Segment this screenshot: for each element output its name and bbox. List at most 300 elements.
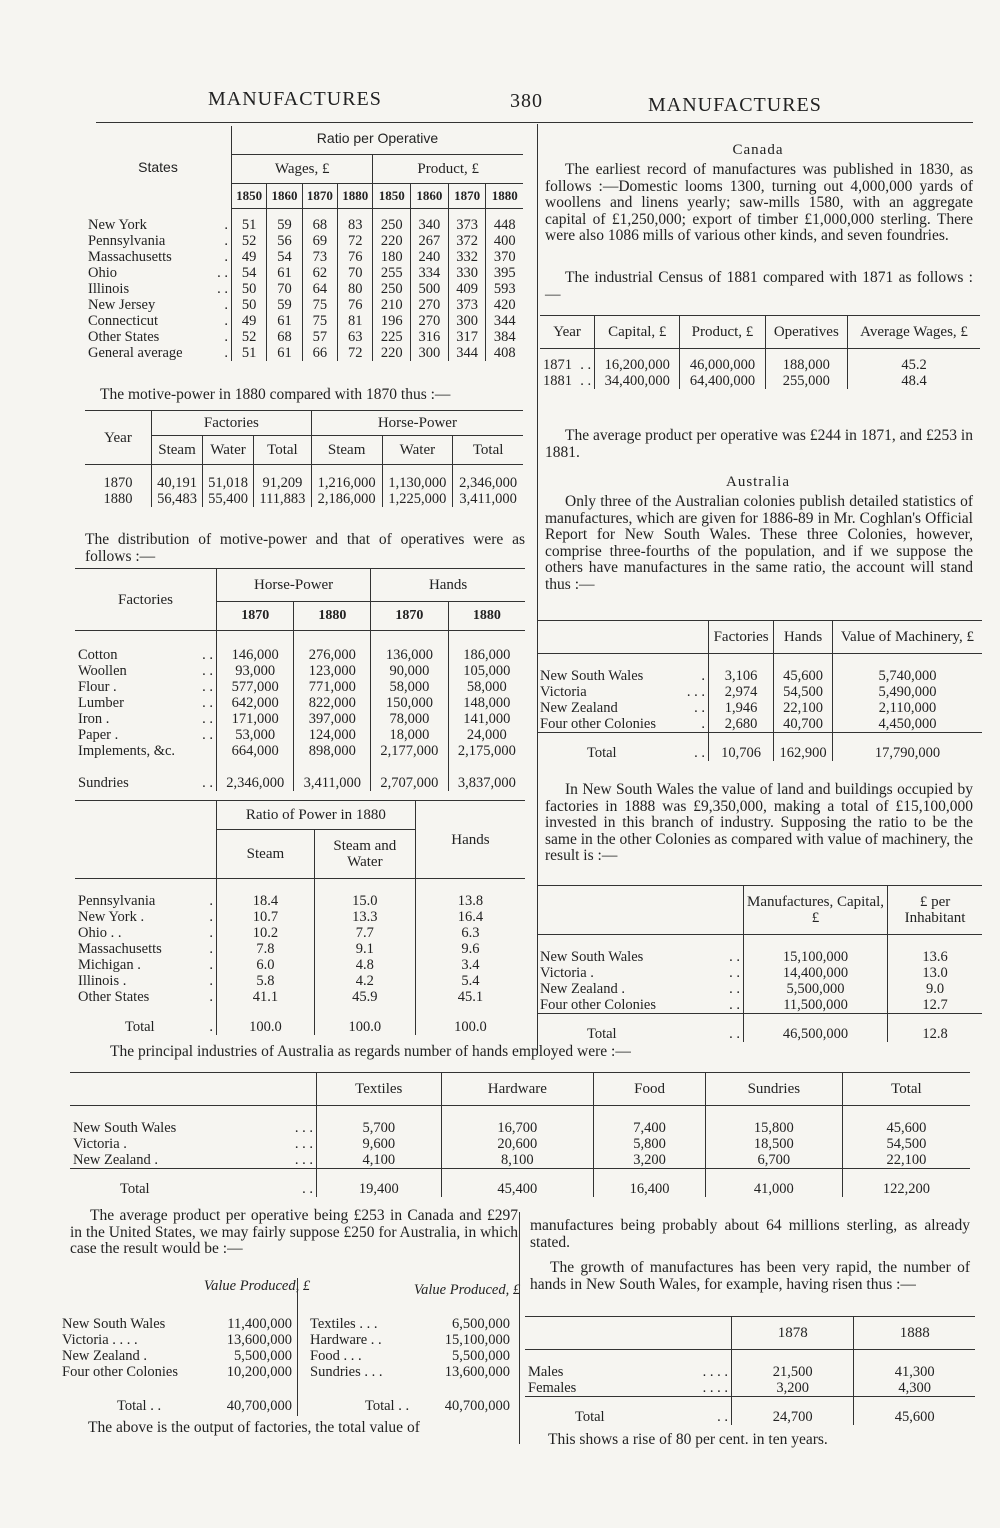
hands-label: Hands bbox=[415, 801, 525, 879]
cell: 7.8 bbox=[217, 941, 315, 957]
leader-dots: . . bbox=[202, 663, 213, 679]
value: 5,500,000 bbox=[234, 1348, 292, 1364]
table-row bbox=[525, 1350, 975, 1381]
table-row bbox=[85, 313, 523, 329]
canada-table bbox=[540, 315, 980, 389]
cell: 6,700 bbox=[705, 1152, 842, 1169]
cell: 13.3 bbox=[314, 909, 415, 925]
leader-dots: . . bbox=[580, 357, 592, 373]
cell: 2,186,000 bbox=[311, 491, 382, 507]
cell: 40,191 bbox=[152, 465, 203, 492]
table-row bbox=[537, 684, 982, 700]
leader-dots: . bbox=[224, 233, 228, 249]
state-name: Michigan . bbox=[78, 957, 141, 973]
cell: 15,100,000 bbox=[744, 935, 888, 966]
table-row bbox=[537, 981, 982, 997]
leader-dots: . bbox=[209, 925, 213, 941]
leader-dots: . . bbox=[694, 700, 705, 716]
cell: 55,400 bbox=[203, 491, 254, 507]
table-row bbox=[70, 1152, 970, 1169]
value: 13,600,000 bbox=[444, 1364, 510, 1380]
cell: 270 bbox=[411, 313, 449, 329]
table-row bbox=[75, 957, 525, 973]
leader-dots: . bbox=[209, 909, 213, 925]
column-header: Total bbox=[254, 436, 312, 465]
cell: 68 bbox=[267, 329, 302, 345]
cell: 40,700 bbox=[774, 716, 833, 733]
cell: 300 bbox=[448, 313, 486, 329]
cell: 384 bbox=[486, 329, 523, 345]
total-row bbox=[537, 733, 982, 762]
table-row bbox=[75, 743, 525, 759]
row-label: Four other Colonies bbox=[540, 716, 656, 732]
factory-name: Paper . bbox=[78, 727, 119, 743]
state-name: Total bbox=[125, 1019, 155, 1035]
cell: 2,346,000 bbox=[453, 465, 523, 492]
year-header: 1880 bbox=[486, 184, 523, 209]
leader-dots: . . bbox=[729, 981, 740, 997]
column-header: Sundries bbox=[705, 1073, 842, 1106]
row-label: Four other Colonies bbox=[62, 1364, 178, 1380]
row-label: Total bbox=[575, 1409, 605, 1425]
canada-para-1: The earliest record of manufactures was published in 1830, as follows :—Domestic looms 1300, turning out 4,000,000 yards of woollens and linens yearly; saw-mills 1580, with an aggregate capital of £1,250,000; export of timber £1,000,000 sterling. There were also 1086 mills of various other kinds, and seven foundries. bbox=[545, 161, 973, 244]
total-row bbox=[537, 1014, 982, 1043]
cell: 50 bbox=[232, 281, 267, 297]
row-label: New Zealand . bbox=[73, 1152, 158, 1168]
cell: 100.0 bbox=[217, 1005, 315, 1035]
column-header: Total bbox=[453, 436, 523, 465]
cell: 18,000 bbox=[371, 727, 448, 743]
leader-dots: . . bbox=[202, 775, 213, 791]
leader-dots: . bbox=[224, 249, 228, 265]
row-label: Sundries . . . bbox=[310, 1364, 383, 1380]
cell: 150,000 bbox=[371, 695, 448, 711]
cell: 10,706 bbox=[709, 733, 774, 762]
leader-dots: . . bbox=[202, 647, 213, 663]
value-row bbox=[62, 1316, 292, 1332]
cell: 1,225,000 bbox=[382, 491, 453, 507]
row-label: Females bbox=[528, 1380, 577, 1396]
column-header: Year bbox=[553, 324, 581, 340]
cell: 81 bbox=[338, 313, 373, 329]
leader-dots: . . . . bbox=[702, 1364, 728, 1380]
cell: 408 bbox=[486, 345, 523, 361]
cell: 5,740,000 bbox=[832, 654, 982, 685]
factories-label: Factories bbox=[152, 411, 312, 436]
cell: 49 bbox=[232, 313, 267, 329]
leader-dots: . . bbox=[202, 679, 213, 695]
cell: 64 bbox=[302, 281, 337, 297]
leader-dots: . . bbox=[202, 711, 213, 727]
cell: 54 bbox=[267, 249, 302, 265]
nsw-hands-table bbox=[525, 1316, 975, 1425]
cell: 500 bbox=[411, 281, 449, 297]
cell: 1,216,000 bbox=[311, 465, 382, 492]
cell: 54,500 bbox=[774, 684, 833, 700]
row-label: Total bbox=[120, 1181, 150, 1197]
cell: 9.6 bbox=[415, 941, 525, 957]
cell: 316 bbox=[411, 329, 449, 345]
cell: 56 bbox=[267, 233, 302, 249]
cell: 162,900 bbox=[774, 733, 833, 762]
states-table bbox=[85, 126, 523, 361]
cell: 6.3 bbox=[415, 925, 525, 941]
cell: 17,790,000 bbox=[832, 733, 982, 762]
cell: 593 bbox=[486, 281, 523, 297]
leader-dots: . . . bbox=[294, 1152, 313, 1168]
cell: 370 bbox=[486, 249, 523, 265]
cell: 15.0 bbox=[314, 879, 415, 910]
cell: 395 bbox=[486, 265, 523, 281]
table-row bbox=[85, 329, 523, 345]
value-row bbox=[310, 1348, 510, 1364]
leader-dots: . bbox=[209, 941, 213, 957]
leader-dots: . bbox=[209, 973, 213, 989]
state-name: Pennsylvania bbox=[78, 893, 156, 909]
year-cell: 1870 bbox=[103, 475, 133, 491]
cell: 4.2 bbox=[314, 973, 415, 989]
cell: 330 bbox=[448, 265, 486, 281]
states-label: States bbox=[138, 159, 178, 176]
leader-dots: . . bbox=[729, 949, 740, 965]
year-cell: 1871 bbox=[543, 357, 572, 373]
value: 6,500,000 bbox=[452, 1316, 510, 1332]
row-label: Victoria . . . . bbox=[62, 1332, 138, 1348]
cell: 51 bbox=[232, 209, 267, 234]
cell: 61 bbox=[267, 313, 302, 329]
cell: 317 bbox=[448, 329, 486, 345]
row-label: Total bbox=[587, 1026, 617, 1042]
row-label: Victoria bbox=[540, 684, 587, 700]
bottom-left-closing: The above is the output of factories, the total value of bbox=[88, 1419, 420, 1436]
value: 5,500,000 bbox=[452, 1348, 510, 1364]
australia-heading: Australia bbox=[726, 474, 790, 490]
leader-dots: . bbox=[701, 716, 705, 732]
row-label: Textiles . . . bbox=[310, 1316, 378, 1332]
leader-dots: . bbox=[209, 957, 213, 973]
cell: 124,000 bbox=[294, 727, 371, 743]
factory-name: Iron . bbox=[78, 711, 110, 727]
year-cell: 1880 bbox=[103, 491, 133, 507]
steam-water-label: Steam and Water bbox=[314, 830, 415, 879]
canada-heading: Canada bbox=[732, 142, 784, 158]
cell: 16,200,000 bbox=[595, 349, 680, 374]
cell: 59 bbox=[267, 209, 302, 234]
cell: 12.8 bbox=[888, 1014, 982, 1043]
row-label: Four other Colonies bbox=[540, 997, 656, 1013]
cell: 5,700 bbox=[317, 1106, 442, 1137]
cell: 46,000,000 bbox=[680, 349, 765, 374]
column-header: Steam bbox=[152, 436, 203, 465]
cell: 448 bbox=[486, 209, 523, 234]
cell: 16,700 bbox=[441, 1106, 594, 1137]
cell: 51 bbox=[232, 345, 267, 361]
value: 11,400,000 bbox=[227, 1316, 292, 1332]
row-label: New South Wales bbox=[62, 1316, 166, 1332]
year-header: 1870 bbox=[448, 184, 486, 209]
table-row bbox=[537, 997, 982, 1014]
cell: 48.4 bbox=[848, 373, 980, 389]
cell: 2,974 bbox=[709, 684, 774, 700]
cell: 2,175,000 bbox=[448, 743, 525, 759]
cell: 12.7 bbox=[888, 997, 982, 1014]
cell: 141,000 bbox=[448, 711, 525, 727]
state-name: Pennsylvania bbox=[88, 233, 166, 249]
table-row bbox=[75, 759, 525, 791]
cell: 210 bbox=[373, 297, 411, 313]
leader-dots: . bbox=[224, 313, 228, 329]
table-row bbox=[537, 965, 982, 981]
row-label: New South Wales bbox=[540, 949, 644, 965]
total-row bbox=[310, 1398, 510, 1414]
cell: 344 bbox=[486, 313, 523, 329]
distribution-table bbox=[75, 568, 525, 791]
year-header: 1850 bbox=[373, 184, 411, 209]
cell: 188,000 bbox=[765, 349, 848, 374]
value-produced-block bbox=[62, 1278, 521, 1418]
factory-name: Implements, &c. bbox=[78, 743, 176, 759]
cell: 642,000 bbox=[217, 695, 294, 711]
row-label: Hardware . . bbox=[310, 1332, 382, 1348]
value: 40,700,000 bbox=[226, 1398, 292, 1414]
cell: 577,000 bbox=[217, 679, 294, 695]
cell: 58,000 bbox=[448, 679, 525, 695]
cell: 5,490,000 bbox=[832, 684, 982, 700]
column-header: 1878 bbox=[732, 1317, 854, 1350]
leader-dots: . . bbox=[729, 1026, 740, 1042]
cell: 100.0 bbox=[415, 1005, 525, 1035]
cell: 180 bbox=[373, 249, 411, 265]
table-row bbox=[75, 679, 525, 695]
cell: 8,100 bbox=[441, 1152, 594, 1169]
cell: 59 bbox=[267, 297, 302, 313]
cell: 11,500,000 bbox=[744, 997, 888, 1014]
year-header: 1870 bbox=[371, 602, 448, 631]
state-name: Massachusetts bbox=[78, 941, 162, 957]
leader-dots: . . bbox=[202, 695, 213, 711]
cell: 76 bbox=[338, 297, 373, 313]
cell: 240 bbox=[411, 249, 449, 265]
cell: 83 bbox=[338, 209, 373, 234]
leader-dots: . . . bbox=[686, 684, 705, 700]
column-header: Average Wages, £ bbox=[848, 316, 980, 349]
cell: 24,000 bbox=[448, 727, 525, 743]
table-row bbox=[75, 941, 525, 957]
cell: 41.1 bbox=[217, 989, 315, 1005]
horse-power-label: Horse-Power bbox=[311, 411, 523, 436]
cell: 93,000 bbox=[217, 663, 294, 679]
cell: 898,000 bbox=[294, 743, 371, 759]
cell: 80 bbox=[338, 281, 373, 297]
leader-dots: . bbox=[224, 297, 228, 313]
cell: 16.4 bbox=[415, 909, 525, 925]
cell: 41,000 bbox=[705, 1169, 842, 1198]
cell: 255 bbox=[373, 265, 411, 281]
cell: 24,700 bbox=[732, 1397, 854, 1426]
leader-dots: . . bbox=[580, 373, 592, 389]
year-header: 1880 bbox=[448, 602, 525, 631]
cell: 4,100 bbox=[317, 1152, 442, 1169]
cell: 51,018 bbox=[203, 465, 254, 492]
state-name: Illinois . bbox=[78, 973, 127, 989]
cell: 771,000 bbox=[294, 679, 371, 695]
cell: 7,400 bbox=[594, 1106, 706, 1137]
cell: 69 bbox=[302, 233, 337, 249]
value: 15,100,000 bbox=[444, 1332, 510, 1348]
cell: 340 bbox=[411, 209, 449, 234]
cell: 2,346,000 bbox=[217, 759, 294, 791]
table-row bbox=[75, 663, 525, 679]
value-produced-label-right: Value Produced, £ bbox=[413, 1282, 521, 1298]
cell: 4,300 bbox=[854, 1380, 975, 1397]
australia-table bbox=[537, 620, 982, 761]
leader-dots: . bbox=[224, 216, 228, 233]
year-header: 1850 bbox=[232, 184, 267, 209]
total-row bbox=[62, 1398, 292, 1414]
cell: 10.2 bbox=[217, 925, 315, 941]
cell: 372 bbox=[448, 233, 486, 249]
value: 13,600,000 bbox=[226, 1332, 292, 1348]
cell: 2,707,000 bbox=[371, 759, 448, 791]
cell: 45.9 bbox=[314, 989, 415, 1005]
year-cell: 1881 bbox=[543, 373, 572, 389]
cell: 136,000 bbox=[371, 631, 448, 664]
column-header: Capital, £ bbox=[595, 316, 680, 349]
cell: 122,200 bbox=[842, 1169, 970, 1198]
cell: 420 bbox=[486, 297, 523, 313]
table-row bbox=[85, 465, 523, 492]
cell: 62 bbox=[302, 265, 337, 281]
cell: 373 bbox=[448, 297, 486, 313]
leader-dots: . . bbox=[729, 997, 740, 1013]
bottom-column-divider bbox=[519, 1212, 520, 1444]
table-row bbox=[75, 631, 525, 664]
value-row bbox=[62, 1332, 292, 1348]
hands-label: Hands bbox=[371, 569, 525, 602]
horse-power-label: Horse-Power bbox=[217, 569, 371, 602]
row-label: Total . . bbox=[117, 1398, 162, 1414]
ratio-power-title: Ratio of Power in 1880 bbox=[217, 801, 416, 830]
cell: 45,400 bbox=[441, 1169, 594, 1198]
factory-name: Woollen bbox=[78, 663, 127, 679]
state-name: General average bbox=[88, 345, 183, 361]
column-header: Textiles bbox=[317, 1073, 442, 1106]
ratio-power-table bbox=[75, 800, 525, 1035]
table-row bbox=[537, 935, 982, 966]
cell: 186,000 bbox=[448, 631, 525, 664]
cell: 664,000 bbox=[217, 743, 294, 759]
leader-dots: . bbox=[224, 345, 228, 361]
year-label: Year bbox=[104, 429, 132, 446]
wages-label: Wages, £ bbox=[232, 155, 373, 184]
state-name: Illinois bbox=[88, 281, 130, 297]
cell: 267 bbox=[411, 233, 449, 249]
factory-name: Lumber bbox=[78, 695, 124, 711]
cell: 13.8 bbox=[415, 879, 525, 910]
table-row bbox=[85, 491, 523, 507]
cell: 61 bbox=[267, 265, 302, 281]
bottom-right-para-2: The growth of manufactures has been very rapid, the number of hands in New South Wales, for example, having risen thus :— bbox=[530, 1259, 970, 1293]
value-row bbox=[62, 1364, 292, 1380]
cell: 822,000 bbox=[294, 695, 371, 711]
cell: 49 bbox=[232, 249, 267, 265]
australia-para-2: In New South Wales the value of land and buildings occupied by factories in 1888 was £9,350,000, making a total of £15,100,000 invested in this branch of industry. Supposing the ratio to be the same in the other Colonies as compared with value of machinery, the result is :— bbox=[545, 781, 973, 864]
running-head-left: MANUFACTURES bbox=[208, 88, 382, 110]
state-name: Other States bbox=[78, 989, 150, 1005]
cell: 2,110,000 bbox=[832, 700, 982, 716]
cell: 3,200 bbox=[732, 1380, 854, 1397]
cell: 58,000 bbox=[371, 679, 448, 695]
table-row bbox=[75, 909, 525, 925]
cell: 6.0 bbox=[217, 957, 315, 973]
cell: 148,000 bbox=[448, 695, 525, 711]
cell: 22,100 bbox=[842, 1152, 970, 1169]
cell: 13.6 bbox=[888, 935, 982, 966]
leader-dots: . . bbox=[217, 281, 228, 297]
state-name: Massachusetts bbox=[88, 249, 172, 265]
ratio-per-operative-label: Ratio per Operative bbox=[232, 126, 524, 155]
column-header: Manufactures, Capital, £ bbox=[744, 886, 888, 935]
table-row bbox=[540, 373, 980, 389]
cell: 171,000 bbox=[217, 711, 294, 727]
cell: 56,483 bbox=[152, 491, 203, 507]
row-label: New South Wales bbox=[73, 1120, 177, 1136]
cell: 4,450,000 bbox=[832, 716, 982, 733]
factory-name: Flour . bbox=[78, 679, 117, 695]
year-header: 1860 bbox=[411, 184, 449, 209]
cell: 13.0 bbox=[888, 965, 982, 981]
cell: 16,400 bbox=[594, 1169, 706, 1198]
australia-para-1: Only three of the Australian colonies publish detailed statistics of manufactures, which are given for 1886-89 in Mr. Coghlan's Official Report for New South Wales. These three Colonies, however, comprise three-fourths of the population, and if we suppose the others have manufactures in the same ratio, the account will stand thus :— bbox=[545, 493, 973, 593]
leader-dots: . bbox=[209, 893, 213, 909]
leader-dots: . . bbox=[217, 265, 228, 281]
cell: 300 bbox=[411, 345, 449, 361]
cell: 45,600 bbox=[774, 654, 833, 685]
table-row bbox=[75, 925, 525, 941]
row-label: New Zealand bbox=[540, 700, 618, 716]
cell: 72 bbox=[338, 233, 373, 249]
state-name: Ohio . . bbox=[78, 925, 122, 941]
state-name: Other States bbox=[88, 329, 160, 345]
cell: 50 bbox=[232, 297, 267, 313]
value-row bbox=[62, 1348, 292, 1364]
canada-para-2: The industrial Census of 1881 compared with 1871 as follows :— bbox=[545, 269, 973, 303]
cell: 5.8 bbox=[217, 973, 315, 989]
cell: 34,400,000 bbox=[595, 373, 680, 389]
year-header: 1880 bbox=[338, 184, 373, 209]
cell: 2,680 bbox=[709, 716, 774, 733]
cell: 7.7 bbox=[314, 925, 415, 941]
cell: 52 bbox=[232, 329, 267, 345]
total-row bbox=[70, 1169, 970, 1198]
cell: 54,500 bbox=[842, 1136, 970, 1152]
row-label: New Zealand . bbox=[540, 981, 625, 997]
australia-capital-table bbox=[537, 885, 982, 1042]
leader-dots: . . bbox=[202, 727, 213, 743]
cell: 68 bbox=[302, 209, 337, 234]
row-label: New South Wales bbox=[540, 668, 644, 684]
cell: 373 bbox=[448, 209, 486, 234]
cell: 1,946 bbox=[709, 700, 774, 716]
cell: 54 bbox=[232, 265, 267, 281]
row-label: Food . . . bbox=[310, 1348, 362, 1364]
motive-intro: The motive-power in 1880 compared with 1870 thus :— bbox=[100, 386, 451, 403]
value-row bbox=[310, 1364, 510, 1380]
cell: 270 bbox=[411, 297, 449, 313]
cell: 3,837,000 bbox=[448, 759, 525, 791]
table-row bbox=[85, 233, 523, 249]
table-row bbox=[85, 345, 523, 361]
